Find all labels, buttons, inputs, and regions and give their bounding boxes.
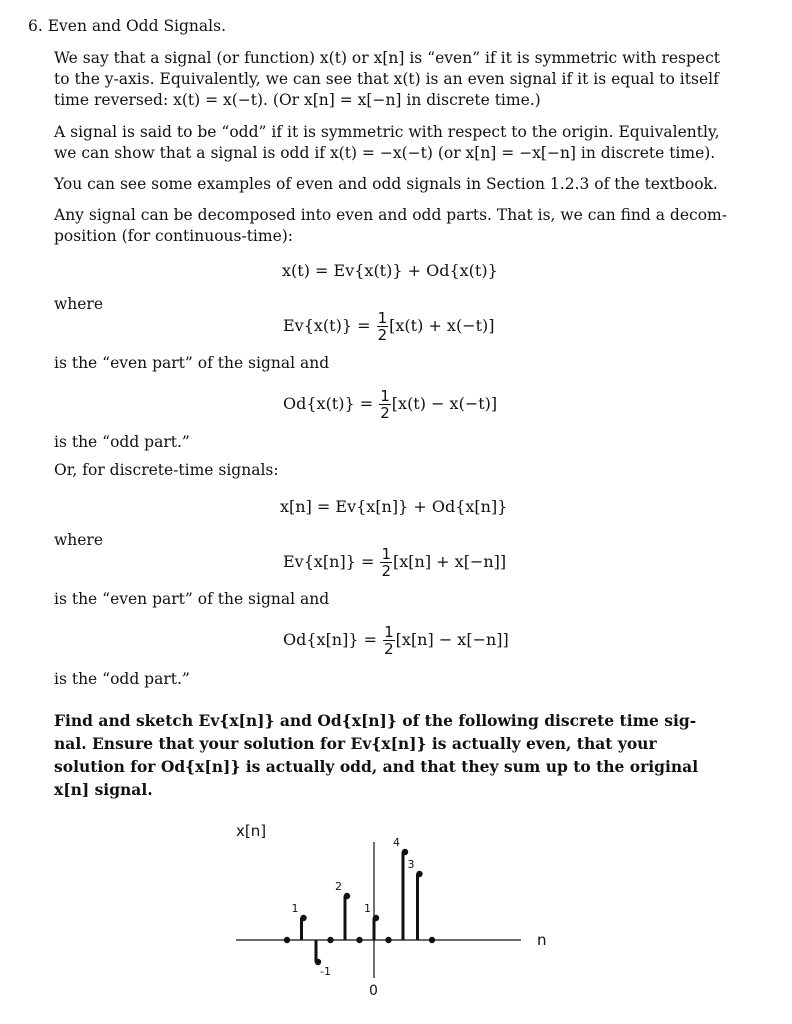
stem-point-n-4 bbox=[315, 959, 321, 965]
stem-point-n-1 bbox=[356, 937, 362, 943]
stem-point-n4 bbox=[429, 937, 435, 943]
odd-def-line-2: we can show that a signal is odd if x(t) = −x(−t) (or x[n] = −x[−n] in discrete time). bbox=[54, 144, 716, 162]
eq-ct-even bbox=[283, 310, 495, 343]
eq-ct-odd-lhs: Od{x(t)} = bbox=[283, 394, 374, 413]
textbook-line: You can see some examples of even and odd signals in Section 1.2.3 of the textbook. bbox=[54, 175, 718, 193]
decomp-line-2: position (for continuous-time): bbox=[54, 227, 294, 245]
value-label-n-4: -1 bbox=[320, 965, 331, 978]
eq-dt-odd-rhs: [x[n] − x[−n]] bbox=[395, 630, 509, 649]
eq-ct-odd-rhs: [x(t) − x(−t)] bbox=[391, 394, 498, 413]
stem-point-n0 bbox=[373, 915, 379, 921]
problem-title: Even and Odd Signals. bbox=[47, 17, 226, 35]
value-label-n2: 4 bbox=[393, 836, 400, 849]
where-1: where bbox=[54, 295, 104, 313]
odd-def-line-1: A signal is said to be “odd” if it is symmetric with respect to the origin. Equivalently, bbox=[54, 123, 720, 141]
eq-dt-even bbox=[283, 546, 506, 579]
fraction-half: $\frac{1}{2}$ bbox=[380, 387, 390, 422]
where-2: where bbox=[54, 531, 104, 549]
eq-dt-main: x[n] = Ev{x[n]} + Od{x[n]} bbox=[280, 497, 508, 516]
eq-dt-even-lhs: Ev{x[n]} = bbox=[283, 552, 375, 571]
fraction-half: $\frac{1}{2}$ bbox=[384, 623, 394, 658]
eq-ct-even-lhs: Ev{x(t)} = bbox=[283, 316, 371, 335]
intro-line-2: to the y-axis. Equivalently, we can see that x(t) is an even signal if it is equal to itself bbox=[54, 70, 719, 88]
task-line-2: nal. Ensure that your solution for Ev{x[n]} is actually even, that your bbox=[54, 734, 657, 753]
stem-point-n-3 bbox=[327, 937, 333, 943]
decomp-line-1: Any signal can be decomposed into even and odd parts. That is, we can find a decom- bbox=[54, 206, 727, 224]
eq-ct-even-rhs: [x(t) + x(−t)] bbox=[389, 316, 495, 335]
eq-dt-even-rhs: [x[n] + x[−n]] bbox=[393, 552, 507, 571]
origin-label: 0 bbox=[369, 983, 378, 999]
odd-part-text-1: is the “odd part.” bbox=[54, 433, 190, 451]
value-label-n3: 3 bbox=[407, 858, 415, 871]
even-part-text-1: is the “even part” of the signal and bbox=[54, 354, 330, 372]
stem-point-n2 bbox=[402, 849, 408, 855]
value-label-n0: 1 bbox=[364, 902, 371, 915]
task-line-4: x[n] signal. bbox=[54, 780, 153, 799]
eq-ct-main: x(t) = Ev{x(t)} + Od{x(t)} bbox=[282, 261, 498, 280]
intro-line-3: time reversed: x(t) = x(−t). (Or x[n] = x[−n] in discrete time.) bbox=[54, 91, 541, 109]
x-axis-label: n bbox=[537, 931, 547, 949]
value-label-n-2: 2 bbox=[335, 880, 342, 893]
task-line-1: Find and sketch Ev{x[n]} and Od{x[n]} of the following discrete time sig- bbox=[54, 711, 697, 730]
problem-header bbox=[28, 16, 226, 36]
odd-part-text-2: is the “odd part.” bbox=[54, 670, 190, 688]
fraction-half: $\frac{1}{2}$ bbox=[381, 545, 392, 580]
eq-ct-odd bbox=[283, 388, 497, 421]
even-part-text-2: is the “even part” of the signal and bbox=[54, 590, 330, 608]
fraction-half: $\frac{1}{2}$ bbox=[377, 309, 388, 344]
stem-point-n-5 bbox=[300, 915, 306, 921]
eq-dt-odd bbox=[283, 624, 509, 657]
stem-point-n-2 bbox=[344, 893, 350, 899]
problem-number: 6. bbox=[28, 17, 43, 35]
eq-dt-odd-lhs: Od{x[n]} = bbox=[283, 630, 378, 649]
stem-point-n1 bbox=[385, 937, 391, 943]
dt-intro: Or, for discrete-time signals: bbox=[54, 461, 279, 479]
task-line-3: solution for Od{x[n]} is actually odd, and that they sum up to the original bbox=[54, 757, 699, 776]
stems-group bbox=[284, 836, 435, 978]
value-label-n-5: 1 bbox=[291, 902, 299, 915]
stem-point-n3 bbox=[416, 871, 422, 877]
intro-line-1: We say that a signal (or function) x(t) or x[n] is “even” if it is symmetric with respect bbox=[54, 49, 721, 67]
y-axis-label: x[n] bbox=[236, 822, 267, 840]
stem-point-n-6 bbox=[284, 937, 290, 943]
